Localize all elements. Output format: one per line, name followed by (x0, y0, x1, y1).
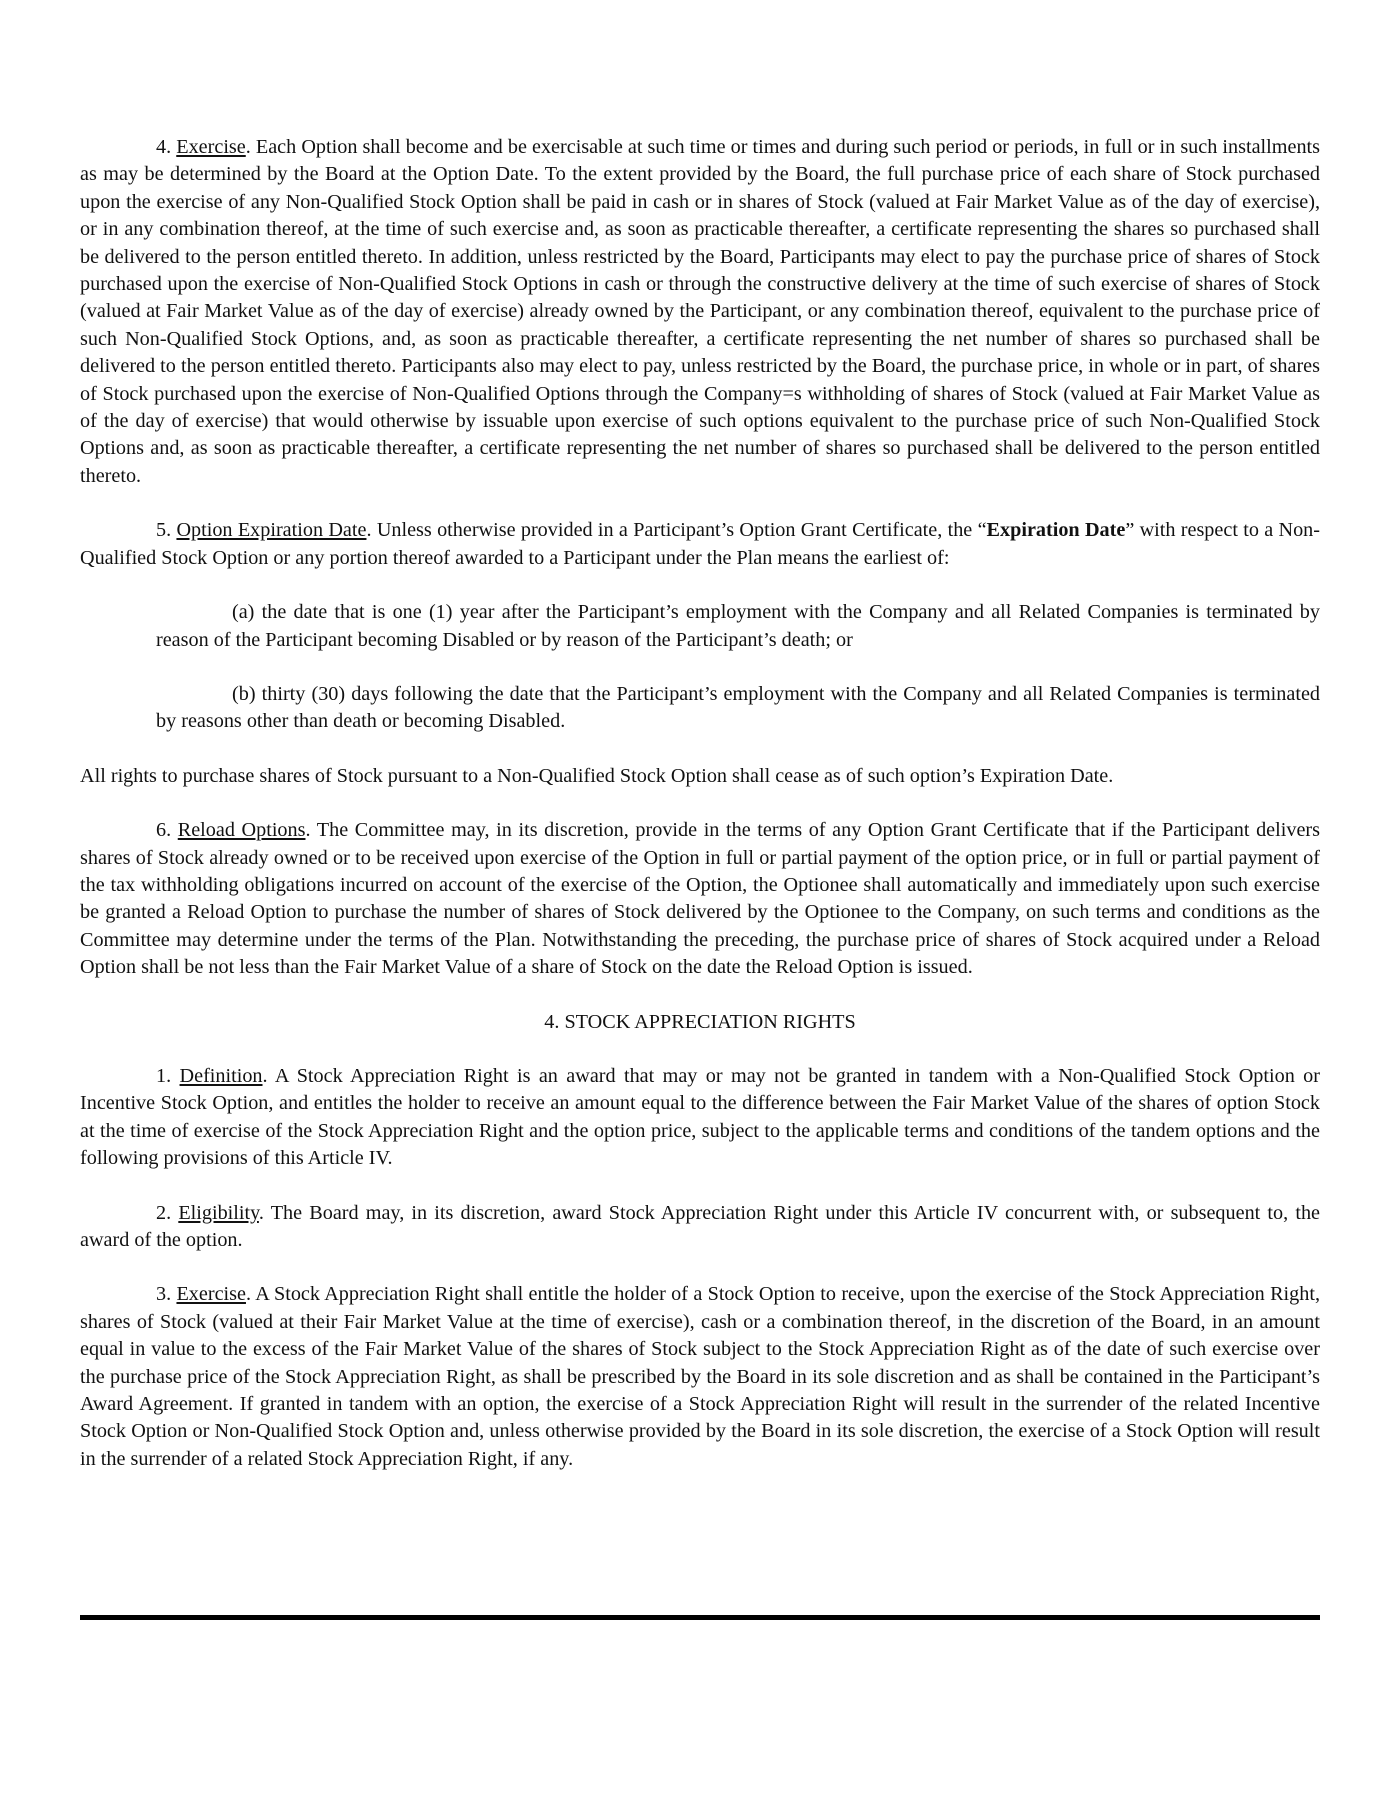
section-definition (80, 1063, 1320, 1173)
section-reload-options (80, 817, 1320, 981)
section-title: Exercise (176, 136, 246, 158)
section-body: . Each Option shall become and be exercisable at such time or times and during such period or periods, in full or in such installments as may be determined by the Board at the Option Date. To the extent provided by the Board, the full purchase price of each share of Stock purchased upon the exercise of any Non-Qualified Stock Option shall be paid in cash or in shares of Stock (valued at Fair Market Value as of the day of exercise), or in any combination thereof, at the time of such exercise and, as soon as practicable thereafter, a certificate representing the shares so purchased shall be delivered to the person entitled thereto. In addition, unless restricted by the Board, Participants may elect to pay the purchase price of shares of Stock purchased upon the exercise of Non-Qualified Stock Options in cash or through the constructive delivery at the time of such exercise of shares of Stock (valued at Fair Market Value as of the day of exercise) already owned by the Participant, or any combination thereof, equivalent to the purchase price of such Non-Qualified Stock Options, and, as soon as practicable thereafter, a certificate representing the net number of shares so purchased shall be delivered to the person entitled thereto. Participants also may elect to pay, unless restricted by the Board, the purchase price, in whole or in part, of shares of Stock purchased upon the exercise of Non-Qualified Options through the Company=s withholding of shares of Stock (valued at Fair Market Value as of the day of exercise) that would otherwise by issuable upon exercise of such options equivalent to the purchase price of such Non-Qualified Stock Options and, as soon as practicable thereafter, a certificate representing the net number of shares so purchased shall be delivered to the person entitled thereto. (80, 136, 1320, 487)
section-sar-exercise (80, 1281, 1320, 1473)
section-title: Exercise (176, 1283, 246, 1306)
section-title: Reload Options (177, 819, 306, 842)
section-number: 5. (156, 519, 177, 542)
sub-item-b: (b) thirty (30) days following the date that the Participant’s employment with the Company and all Related Companies is terminated by reasons other than death or becoming Disabled. (156, 682, 1320, 733)
section-number: 4. (156, 136, 177, 158)
section-body: . The Committee may, in its discretion, provide in the terms of any Option Grant Certificate that if the Participant delivers shares of Stock already owned or to be received upon exercise of the Option in full or partial payment of the option price, or in full or partial payment of the tax withholding obligations incurred on account of the exercise of the Option, the Optionee shall automatically and immediately upon such exercise be granted a Reload Option to purchase the number of shares of Stock delivered by the Optionee to the Company, on such terms and conditions as the Committee may determine under the terms of the Plan. Notwithstanding the preceding, the purchase price of shares of Stock acquired under a Reload Option shall be not less than the Fair Market Value of a share of Stock on the date the Reload Option is issued. (80, 819, 1320, 979)
section-number: 2. (156, 1201, 179, 1224)
section-body: . A Stock Appreciation Right shall entitle the holder of a Stock Option to receive, upon the exercise of the Stock Appreciation Right, shares of Stock (valued at their Fair Market Value at the time of exercise), cash or a combination thereof, in the discretion of the Board, in an amount equal in value to the excess of the Fair Market Value of the shares of Stock subject to the Stock Appreciation Right as of the date of such exercise over the purchase price of the Stock Appreciation Right, as shall be prescribed by the Board in its sole discretion and as shall be contained in the Participant’s Award Agreement. If granted in tandem with an option, the exercise of a Stock Appreciation Right will result in the surrender of the related Incentive Stock Option or Non-Qualified Stock Option and, unless otherwise provided by the Board in its sole discretion, the exercise of a Stock Option will result in the surrender of a related Stock Appreciation Right, if any. (80, 1283, 1320, 1470)
section-title: Option Expiration Date (176, 519, 367, 542)
section-exercise (80, 134, 1320, 490)
section-title: Eligibility (178, 1201, 259, 1224)
document-page (80, 134, 1320, 1500)
section-number: 6. (156, 819, 178, 842)
section-option-expiration-date (80, 517, 1320, 572)
sub-item-a: (a) the date that is one (1) year after the Participant’s employment with the Company and all Related Companies is terminated by reason of the Participant becoming Disabled or by reason of the Participant’s death; or (156, 601, 1320, 651)
section-body: . Unless otherwise provided in a Participant’s Option Grant Certificate, the “ (366, 519, 987, 542)
expiration-closing-paragraph: All rights to purchase shares of Stock pursuant to a Non-Qualified Stock Option shall cease as of such option’s Expiration Date. (80, 764, 1114, 787)
section-body: . A Stock Appreciation Right is an award that may or may not be granted in tandem with a Non-Qualified Stock Option or Incentive Stock Option, and entitles the holder to receive an amount equal to the difference between the Fair Market Value of the shares of option Stock at the time of exercise of the Stock Appreciation Right and the option price, subject to the applicable terms and conditions of the tandem options and the following provisions of this Article IV. (80, 1064, 1320, 1170)
section-number: 3. (156, 1283, 177, 1306)
section-body-continued: ” with respect to a Non-Qualified Stock Option or any portion thereof awarded to a Participant under the Plan means the earliest of: (80, 519, 1320, 569)
defined-term: Expiration Date (986, 519, 1126, 542)
article-heading: 4. STOCK APPRECIATION RIGHTS (544, 1010, 856, 1033)
section-body: . The Board may, in its discretion, award Stock Appreciation Right under this Article IV concurrent with, or subsequent to, the award of the option. (80, 1201, 1321, 1251)
section-eligibility (80, 1200, 1320, 1255)
section-number: 1. (156, 1064, 180, 1087)
section-title: Definition (179, 1064, 263, 1087)
footer-rule (80, 1615, 1320, 1620)
